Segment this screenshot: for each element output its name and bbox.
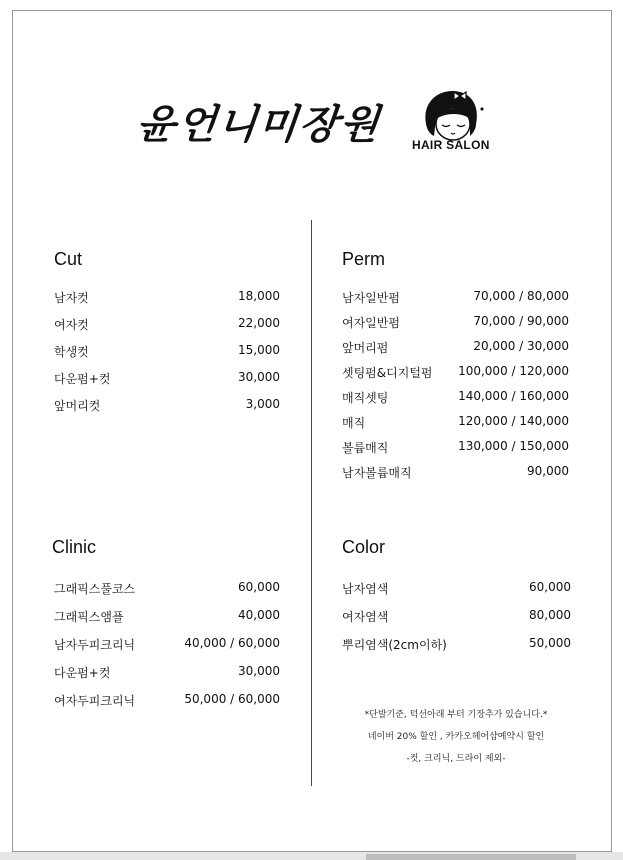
price-row: [54, 343, 280, 363]
service-name: 그래픽스풀코스: [54, 582, 136, 596]
price-row: [342, 364, 569, 384]
service-name: 여자일반펌: [342, 316, 400, 330]
horizontal-scrollbar[interactable]: [0, 852, 623, 860]
service-price: 80,000: [529, 608, 571, 622]
service-name: 여자염색: [342, 610, 389, 624]
perm-section-title: Perm: [342, 249, 386, 269]
note-line: 네이버 20% 할인 , 카카오헤어샵예약시 할인: [367, 732, 545, 742]
service-name: 매직셋팅: [342, 391, 389, 405]
girl-face-with-bow-icon: [420, 88, 486, 144]
service-price: 30,000: [238, 370, 280, 384]
note-line: *단발기준, 턱선아래 부터 기장추가 있습니다.*: [364, 710, 548, 720]
note-line: -컷, 크리닉, 드라이 제외-: [406, 754, 506, 764]
service-name: 학생컷: [54, 345, 89, 359]
price-row: [342, 580, 571, 600]
scrollbar-thumb[interactable]: [366, 854, 576, 860]
price-row: [342, 414, 569, 434]
service-name: 남자염색: [342, 582, 389, 596]
service-price: 60,000: [238, 580, 280, 594]
service-price: 50,000: [529, 636, 571, 650]
clinic-section-title: Clinic: [52, 537, 97, 557]
service-price: 3,000: [245, 397, 280, 411]
service-name: 볼륨매직: [342, 441, 389, 455]
price-row: [342, 636, 571, 656]
service-name: 앞머리펌: [342, 341, 389, 355]
cut-section-title: Cut: [54, 249, 83, 269]
service-name: 다운펌+컷: [54, 666, 111, 680]
service-price: 22,000: [238, 316, 280, 330]
price-row: [342, 608, 571, 628]
price-row: [342, 339, 569, 359]
service-name: 앞머리컷: [54, 399, 101, 413]
service-price: 30,000: [238, 664, 280, 678]
service-name: 다운펌+컷: [54, 372, 111, 386]
service-price: 18,000: [238, 289, 280, 303]
service-name: 셋팅펌&디지털펌: [342, 366, 433, 380]
service-price: 60,000: [529, 580, 571, 594]
price-row: [342, 289, 569, 309]
service-name: 여자두피크리닉: [54, 694, 136, 708]
service-price: 15,000: [238, 343, 280, 357]
service-name: 매직: [342, 416, 366, 430]
service-name: 남자볼륨매직: [342, 466, 412, 480]
price-row: [54, 664, 280, 684]
color-section-title: Color: [342, 537, 386, 557]
notes-block: [342, 704, 570, 770]
price-row: [54, 370, 280, 390]
column-divider: [311, 220, 312, 786]
hair-salon-subtitle: HAIR SALON: [412, 138, 490, 152]
service-price: 70,000 / 80,000: [473, 289, 569, 303]
service-name: 뿌리염색(2cm이하): [342, 638, 447, 652]
price-row: [54, 608, 280, 628]
price-row: [54, 636, 280, 656]
service-name: 그래픽스앰플: [54, 610, 124, 624]
service-price: 120,000 / 140,000: [458, 414, 569, 428]
service-price: 90,000: [527, 464, 569, 478]
price-row: [342, 439, 569, 459]
price-row: [54, 289, 280, 309]
price-row: [54, 397, 280, 417]
price-row: [54, 580, 280, 600]
service-name: 여자컷: [54, 318, 89, 332]
service-name: 남자일반펌: [342, 291, 400, 305]
service-price: 50,000 / 60,000: [184, 692, 280, 706]
service-price: 70,000 / 90,000: [473, 314, 569, 328]
service-name: 남자컷: [54, 291, 89, 305]
service-price: 40,000: [238, 608, 280, 622]
price-row: [54, 692, 280, 712]
service-price: 20,000 / 30,000: [473, 339, 569, 353]
service-price: 130,000 / 150,000: [458, 439, 569, 453]
brand-name: 윤언니미장원: [134, 101, 383, 148]
price-row: [54, 316, 280, 336]
service-price: 40,000 / 60,000: [184, 636, 280, 650]
service-price: 100,000 / 120,000: [458, 364, 569, 378]
service-price: 140,000 / 160,000: [458, 389, 569, 403]
price-row: [342, 464, 569, 484]
service-name: 남자두피크리닉: [54, 638, 136, 652]
price-row: [342, 389, 569, 409]
price-row: [342, 314, 569, 334]
